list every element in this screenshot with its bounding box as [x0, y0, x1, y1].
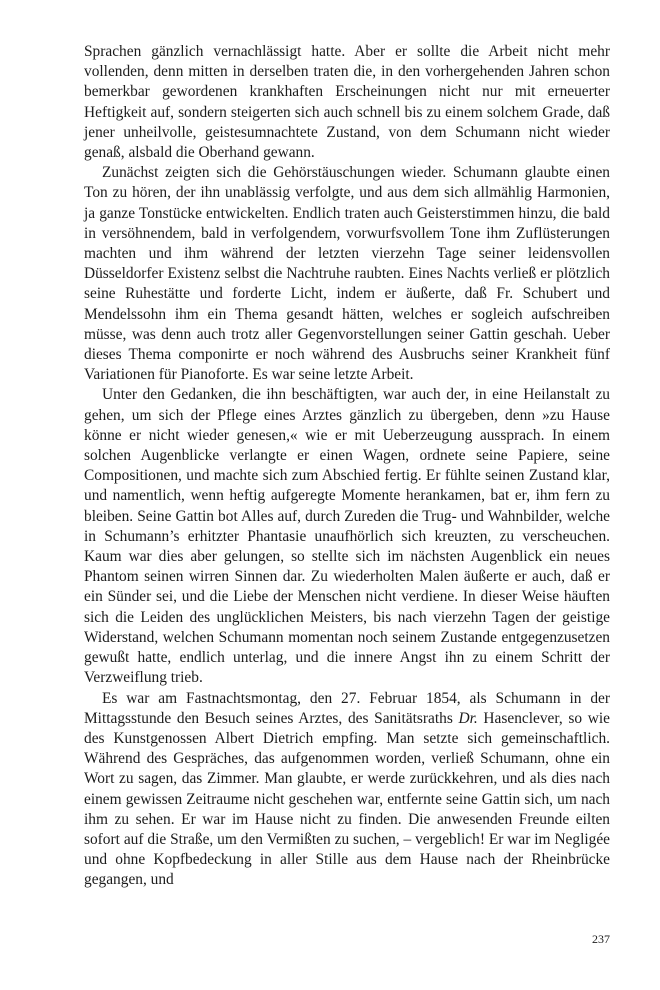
- paragraph-3: [84, 385, 610, 688]
- paragraph-4: [84, 689, 610, 891]
- paragraph-2-text: Zunächst zeigten sich die Gehörstäuschungen wieder. Schumann glaubte einen Ton zu hören, der ihn unablässig verfolgte, und aus dem sich allmählig Harmonien, ja ganze Tonstücke entwickelten. Endlich traten auch Geisterstimmen hinzu, die bald in versöhnendem, bald in verfolgendem, vorwurfsvollem Tone ihm Zuflüsterungen machten und ihm während der letzten vierzehn Tage seiner leidensvollen Düsseldorfer Existenz selbst die Nachtruhe raubten. Eines Nachts verließ er plötzlich seine Ruhestätte und forderte Licht, indem er äußerte, daß Fr. Schubert und Mendelssohn ihm ein Thema gesandt hätten, welches er sogleich aufschreiben müsse, was denn auch trotz aller Gegenvorstellungen seiner Gattin geschah. Ueber dieses Thema componirte er noch während des Ausbruchs seiner Krankheit fünf Variationen für Pianoforte. Es war seine letzte Arbeit.: [84, 164, 610, 384]
- paragraph-1-text: Sprachen gänzlich vernachlässigt hatte. Aber er sollte die Arbeit nicht mehr vollenden, denn mitten in derselben traten die, in den vorhergehenden Jahren schon bemerkbar gewordenen krankhaften Erscheinungen nicht nur mit erneuerter Heftigkeit auf, sondern steigerten sich auch schnell bis zu einem solchem Grade, daß jener unheilvolle, geistesumnachtete Zustand, von dem Schumann nicht wieder genaß, alsbald die Oberhand gewann.: [84, 43, 610, 162]
- paragraph-4-italic-title: Dr.: [458, 709, 478, 727]
- paragraph-2: [84, 163, 610, 385]
- paragraph-3-text: Unter den Gedanken, die ihn beschäftigten, war auch der, in eine Heilanstalt zu gehen, um sich der Pflege eines Arztes gänzlich zu übergeben, denn »zu Hause könne er nicht wieder genesen,« wie er mit Ueberzeugung aussprach. In einem solchen Augenblicke verlangte er einen Wagen, ordnete seine Papiere, seine Compositionen, und machte sich zum Abschied fertig. Er fühlte seinen Zustand klar, und namentlich, wenn heftig aufgeregte Momente herankamen, bat er, ihm fern zu bleiben. Seine Gattin bot Alles auf, durch Zureden die Trug- und Wahnbilder, welche in Schumann’s erhitzter Phantasie unaufhörlich sich kreuzten, zu verscheuchen. Kaum war dies aber gelungen, so stellte sich im nächsten Augenblick ein neues Phantom seinen wirren Sinnen dar. Zu wiederholten Malen äußerte er auch, daß er ein Sünder sei, und die Liebe der Menschen nicht verdiene. In dieser Weise häuften sich die Leiden des unglücklichen Meisters, bis nach vierzehn Tagen der geistige Widerstand, welchen Schumann momentan noch seinem Zustande entgegenzusetzen gewußt hatte, endlich unterlag, und die innere Angst ihn zu einem Schritt der Verzweiflung trieb.: [84, 386, 610, 687]
- paragraph-4-text-start: Es war am Fastnachtsmontag, den 27. Februar 1854, als Schumann in der Mittagsstunde den Besuch seines Arztes, des Sanitätsraths: [84, 689, 610, 727]
- page-number: 237: [592, 932, 610, 946]
- page-body: [84, 42, 610, 891]
- paragraph-1: [84, 42, 610, 163]
- paragraph-4-text-end: Hasenclever, so wie des Kunstgenossen Albert Dietrich empfing. Man setzte sich gemeinschaftlich. Während des Gespräches, das aufgenommen worden, verließ Schumann, ohne ein Wort zu sagen, das Zimmer. Man glaubte, er werde zurückkehren, und als dies nach einem gewissen Zeitraume nicht geschehen war, entfernte seine Gattin sich, um nach ihm zu sehen. Er war im Hause nicht zu finden. Die anwesenden Freunde eilten sofort auf die Straße, um den Vermißten zu suchen, – vergeblich! Er war im Negligée und ohne Kopfbedeckung in aller Stille aus dem Hause nach der Rheinbrücke gegangen, und: [84, 709, 610, 889]
